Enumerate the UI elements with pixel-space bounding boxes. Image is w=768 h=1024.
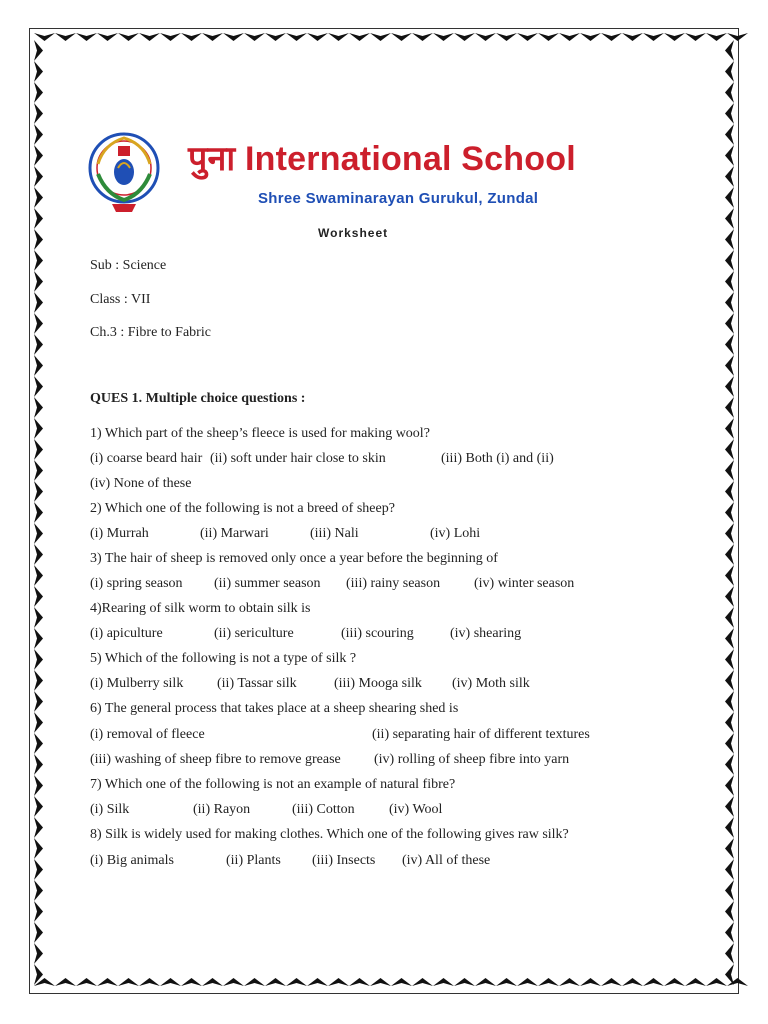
option: (iii) scouring [341,626,414,641]
subject-line: Sub : Science [90,258,167,273]
section-heading: QUES 1. Multiple choice questions : [90,391,306,406]
option: (iii) Cotton [292,802,355,817]
option: (iv) winter season [474,576,575,591]
school-name-devanagari: पुना [188,140,236,178]
option: (ii) Rayon [193,802,251,817]
question-1-text: 1) Which part of the sheep’s fleece is used for making wool? [90,426,430,441]
school-header [84,128,704,220]
class-line: Class : VII [90,292,151,307]
option: (i) removal of fleece [90,727,205,742]
option: (i) spring season [90,576,183,591]
worksheet-title: Worksheet [318,226,389,240]
option: (iii) rainy season [346,576,441,591]
chapter-line: Ch.3 : Fibre to Fabric [90,325,211,340]
school-crest-icon [84,128,164,214]
option: (ii) Marwari [200,526,269,541]
border-zigzag-band [34,33,748,41]
option: (i) apiculture [90,626,163,641]
option: (ii) Tassar silk [217,676,297,691]
school-subtitle: Shree Swaminarayan Gurukul, Zundal [258,190,539,207]
option: (iv) Wool [389,802,443,817]
option: (ii) summer season [214,576,321,591]
question-4-text: 4)Rearing of silk worm to obtain silk is [90,601,311,616]
question-8-text: 8) Silk is widely used for making clothes. Which one of the following gives raw silk? [90,827,569,842]
option: (iv) All of these [402,853,491,868]
option: (i) Silk [90,802,130,817]
option: (ii) sericulture [214,626,294,641]
option: (iv) None of these [90,476,192,491]
option: (iii) washing of sheep fibre to remove grease [90,752,341,767]
option: (ii) Plants [226,853,281,868]
option: (i) Murrah [90,526,149,541]
option: (iv) shearing [450,626,522,641]
option: (iv) Moth silk [452,676,530,691]
option: (iv) rolling of sheep fibre into yarn [374,752,570,767]
option: (i) Big animals [90,853,174,868]
question-2-text: 2) Which one of the following is not a breed of sheep? [90,501,395,516]
option: (i) coarse beard hair [90,451,203,466]
border-zigzag-band [34,40,43,985]
option: (iii) Insects [312,853,376,868]
border-zigzag-band [725,40,734,985]
question-7-text: 7) Which one of the following is not an example of natural fibre? [90,777,456,792]
school-name-latin: International School [235,140,576,178]
option: (iii) Both (i) and (ii) [441,451,554,466]
option: (iii) Mooga silk [334,676,422,691]
option: (iv) Lohi [430,526,481,541]
question-5-text: 5) Which of the following is not a type of silk ? [90,651,357,666]
question-3-text: 3) The hair of sheep is removed only once a year before the beginning of [90,551,498,566]
option: (i) Mulberry silk [90,676,184,691]
option: (ii) soft under hair close to skin [210,451,386,466]
question-6-text: 6) The general process that takes place at a sheep shearing shed is [90,701,459,716]
school-name [188,134,576,180]
option: (ii) separating hair of different textures [372,727,590,742]
border-zigzag-band [34,978,748,986]
option: (iii) Nali [310,526,359,541]
